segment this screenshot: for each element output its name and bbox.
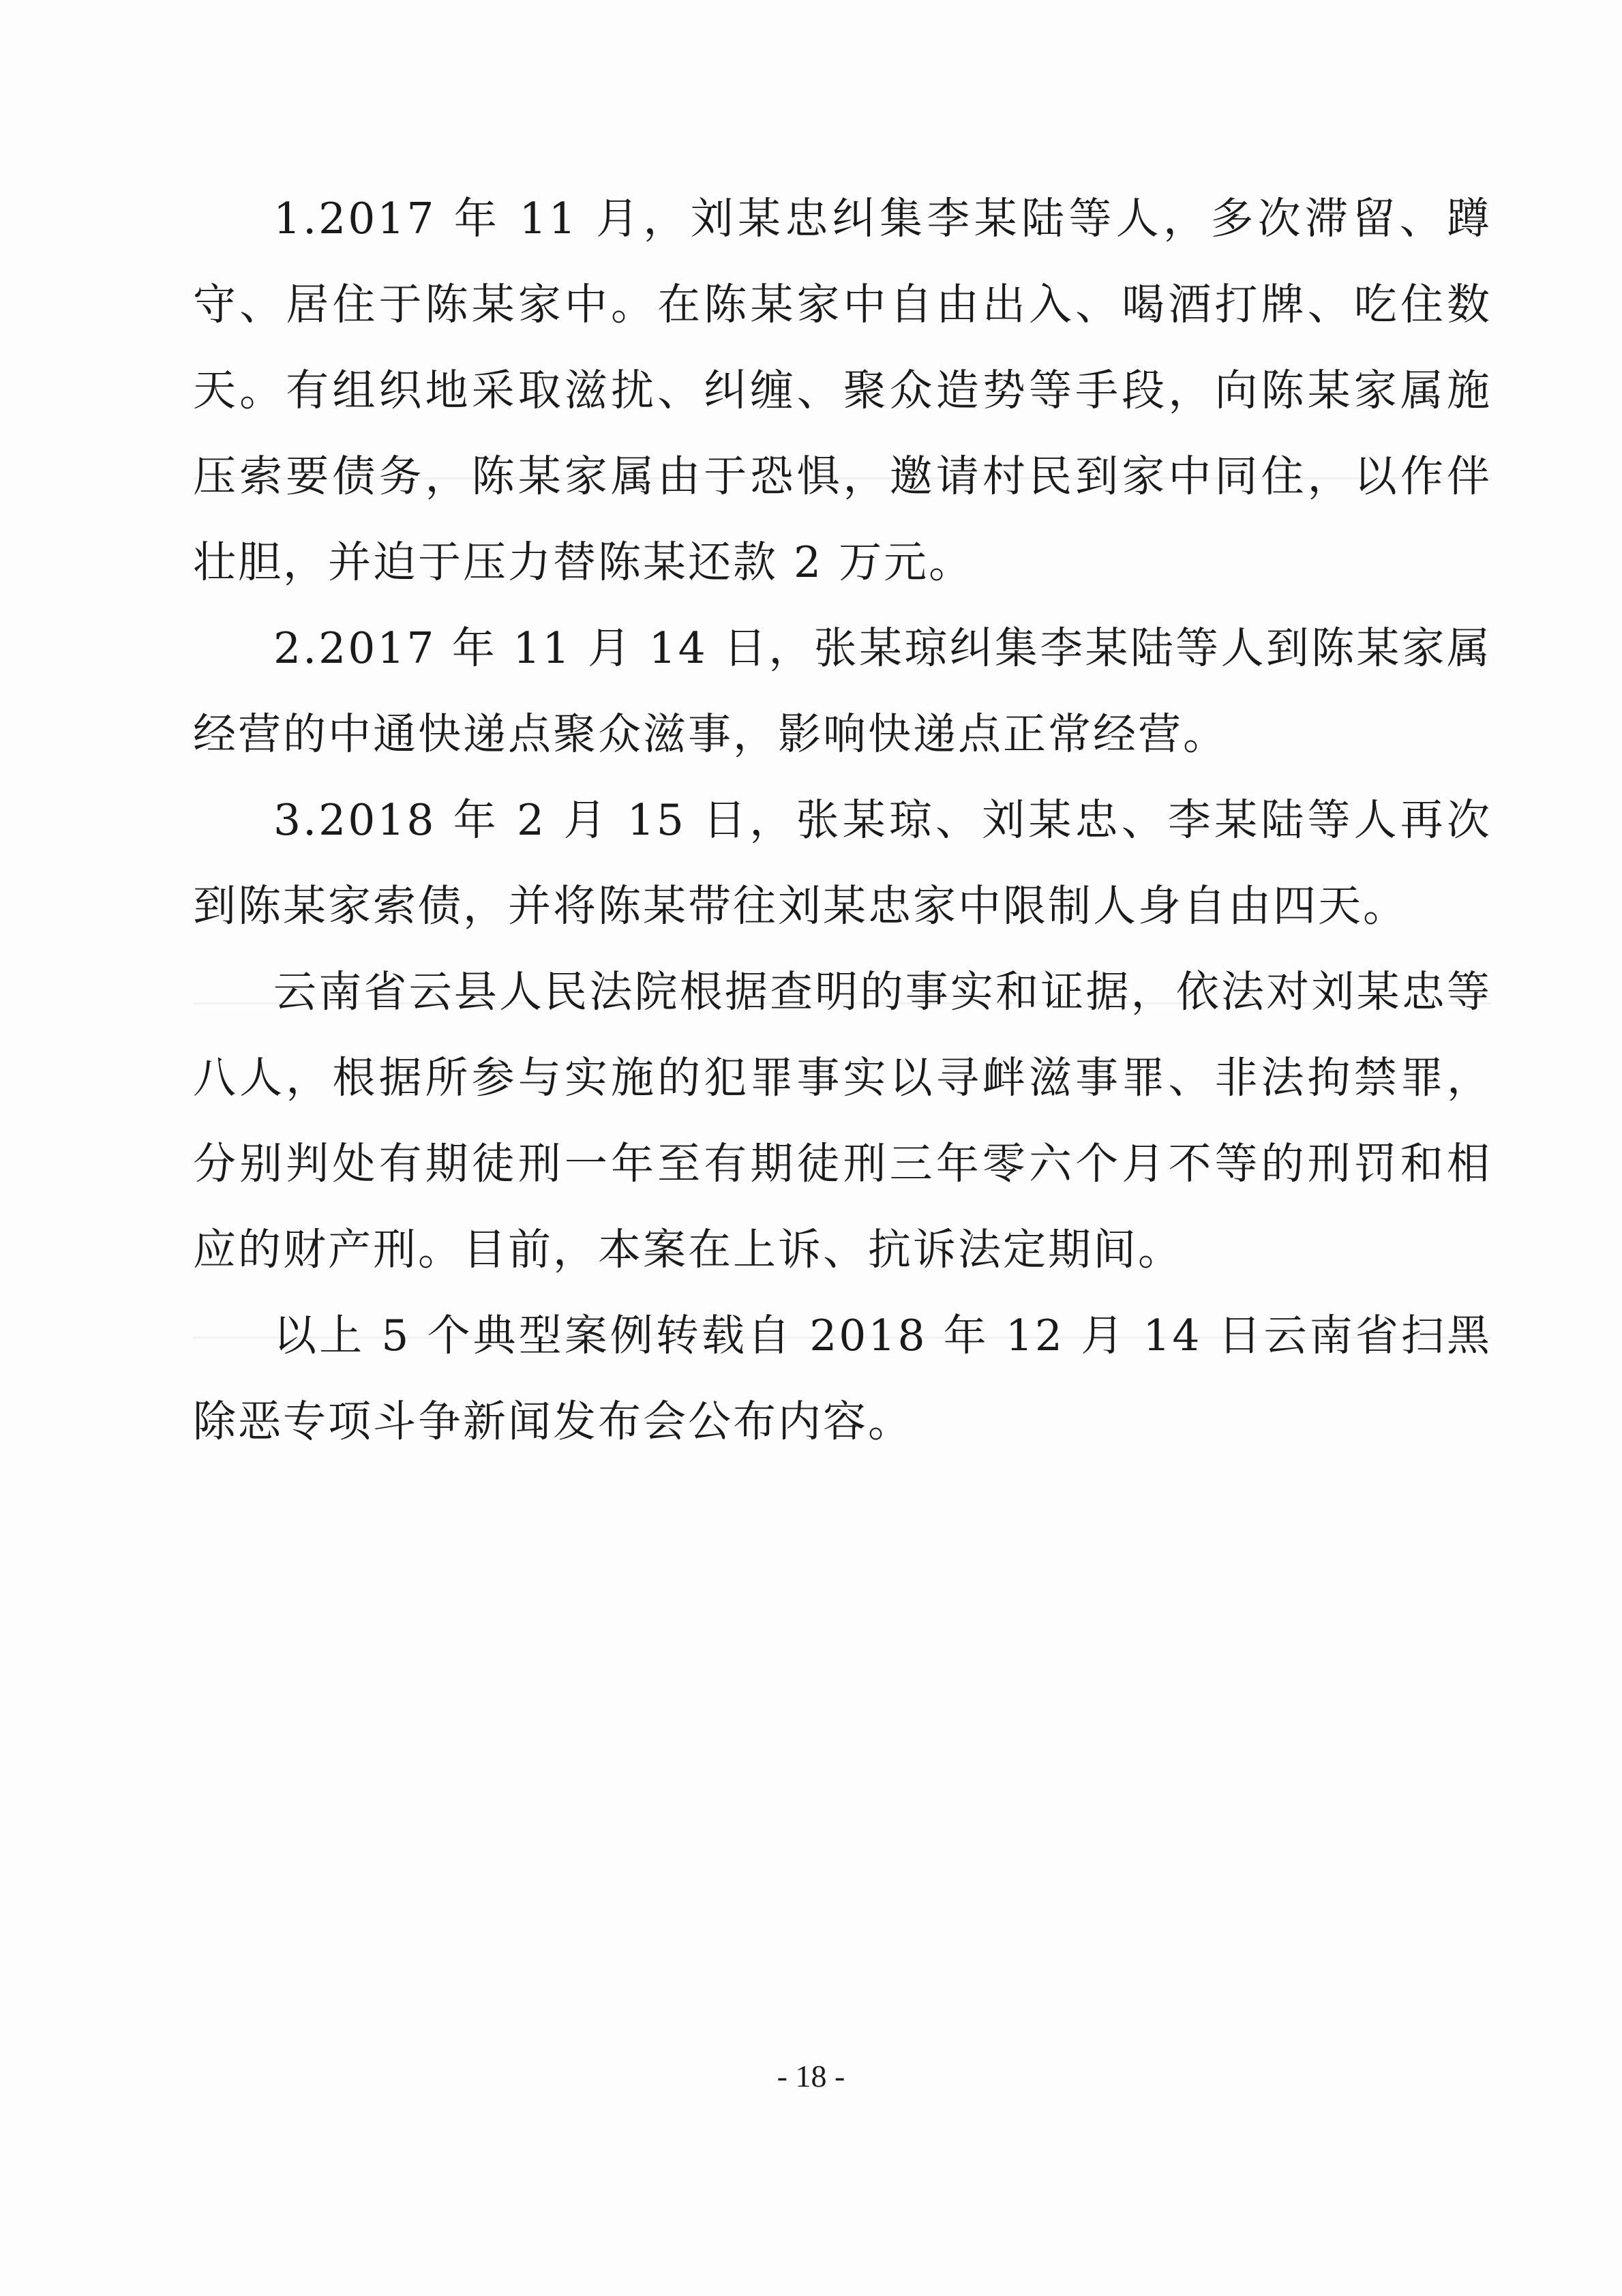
page-number: - 18 -: [777, 2059, 845, 2093]
paragraph-verdict: 云南省云县人民法院根据查明的事实和证据，依法对刘某忠等八人，根据所参与实施的犯罪事实以寻衅滋事罪、非法拘禁罪，分别判处有期徒刑一年至有期徒刑三年零六个月不等的刑罚和相应的财产刑。目前，本案在上诉、抗诉法定期间。: [193, 967, 1492, 1274]
paragraph-case-2: 2.2017 年 11 月 14 日，张某琼纠集李某陆等人到陈某家属经营的中通快递点聚众滋事，影响快递点正常经营。: [193, 623, 1492, 759]
paragraph-case-1: 1.2017 年 11 月，刘某忠纠集李某陆等人，多次滞留、蹲守、居住于陈某家中。在陈某家中自由出入、喝酒打牌、吃住数天。有组织地采取滋扰、纠缠、聚众造势等手段，向陈某家属施压索要债务，陈某家属由于恐惧，邀请村民到家中同住，以作伴壮胆，并迫于压力替陈某还款 2 万元。: [193, 194, 1492, 587]
paragraph-case-3: 3.2018 年 2 月 15 日，张某琼、刘某忠、李某陆等人再次到陈某家索债，并将陈某带往刘某忠家中限制人身自由四天。: [193, 795, 1492, 931]
document-body: [193, 176, 1492, 1465]
paragraph-source-note: 以上 5 个典型案例转载自 2018 年 12 月 14 日云南省扫黑除恶专项斗争新闻发布会公布内容。: [193, 1311, 1492, 1446]
